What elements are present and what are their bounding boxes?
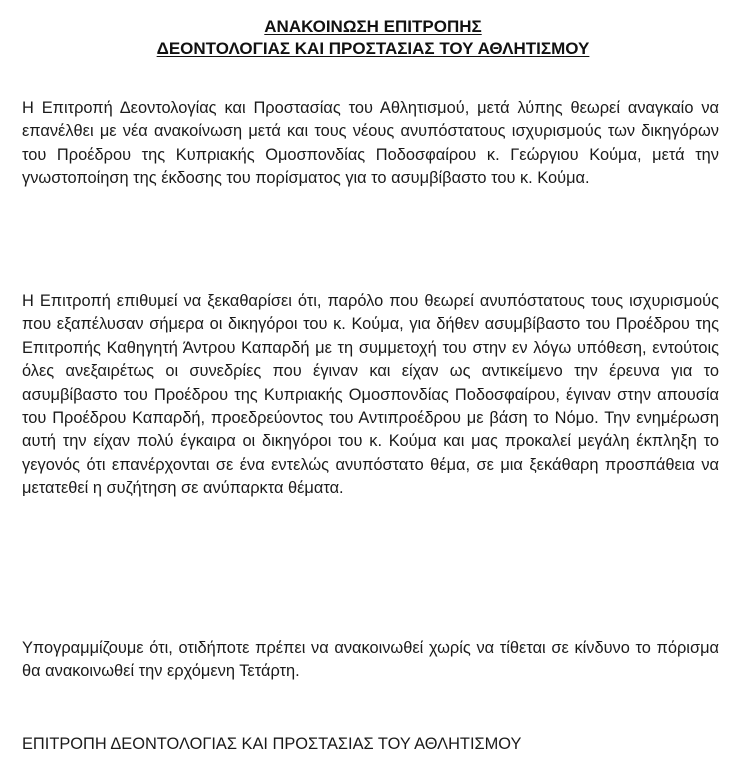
paragraph-3: Υπογραμμίζουμε ότι, οτιδήποτε πρέπει να ανακοινωθεί χωρίς να τίθεται σε κίνδυνο το πόρισμα θα ανακοινωθεί την ερχόμενη Τετάρτη. [22, 639, 719, 681]
title-line-1: ΑΝΑΚΟΙΝΩΣΗ ΕΠΙΤΡΟΠΗΣ [264, 17, 482, 36]
paragraph-1: Η Επιτροπή Δεοντολογίας και Προστασίας του Αθλητισμού, μετά λύπης θεωρεί αναγκαίο να επανέλθει με νέα ανακοίνωση μετά και τους νέους ανυπόστατους ισχυρισμούς των δικηγόρων του Προέδρου της Κυπριακής Ομοσπονδίας Ποδοσφαίρου κ. Γεώργιου Κούμα, μετά την γνωστοποίηση της έκδοσης του πορίσματος για το ασυμβίβαστο του κ. Κούμα. [22, 99, 719, 188]
paragraph-2: Η Επιτροπή επιθυμεί να ξεκαθαρίσει ότι, παρόλο που θεωρεί ανυπόστατους τους ισχυρισμούς που εξαπέλυσαν σήμερα οι δικηγόροι του κ. Κούμα, για δήθεν ασυμβίβαστο του Προέδρου της Επιτροπής Καθηγητή Άντρου Καπαρδή με τη συμμετοχή του στην εν λόγω υπόθεση, εντούτοις όλες ανεξαιρέτως οι συνεδρίες που έγιναν και είχαν ως αντικείμενο την έρευνα για το ασυμβίβαστο του Προέδρου της Κυπριακής Ομοσπονδίας Ποδοσφαίρου, έγιναν στην απουσία του Προέδρου Καπαρδή, προεδρεύοντος του Αντιπροέδρου με βάση το Νόμο. Την ενημέρωση αυτή την είχαν πολύ έγκαιρα οι δικηγόροι του κ. Κούμα και μας προκαλεί μεγάλη έκπληξη το γεγονός ότι επανέρχονται σε ένα εντελώς ανυπόστατο θέμα, σε μια ξεκάθαρη προσπάθεια να μετατεθεί η συζήτηση σε ανύπαρκτα θέματα. [22, 292, 719, 498]
document-title [0, 16, 746, 60]
signature: ΕΠΙΤΡΟΠΗ ΔΕΟΝΤΟΛΟΓΙΑΣ ΚΑΙ ΠΡΟΣΤΑΣΙΑΣ ΤΟΥ ΑΘΛΗΤΙΣΜΟΥ [22, 735, 522, 753]
title-line-2: ΔΕΟΝΤΟΛΟΓΙΑΣ ΚΑΙ ΠΡΟΣΤΑΣΙΑΣ ΤΟΥ ΑΘΛΗΤΙΣΜΟΥ [156, 39, 590, 58]
